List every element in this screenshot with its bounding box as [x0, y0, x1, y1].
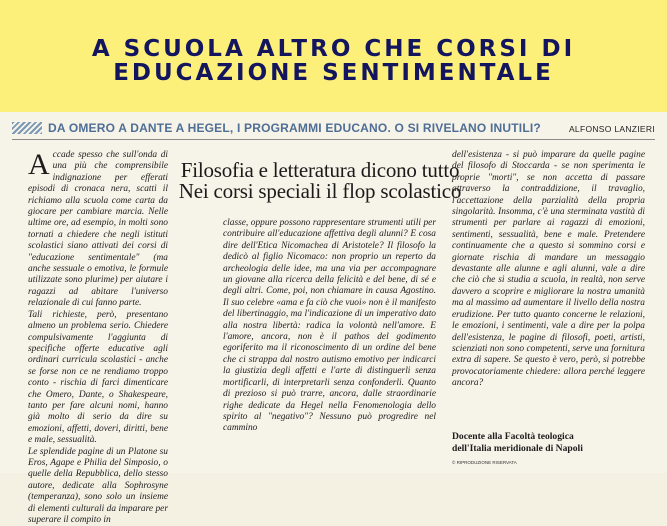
article-kicker: DA OMERO A DANTE A HEGEL, I PROGRAMMI EDUCANO. O SI RIVELANO INUTILI?: [48, 121, 541, 135]
banner-title-line-2: EDUCAZIONE SENTIMENTALE: [113, 60, 554, 86]
article-author: ALFONSO LANZIERI: [568, 124, 655, 134]
drop-cap: A: [28, 148, 50, 181]
title-banner: [0, 0, 667, 112]
author-affiliation: Docente alla Facoltà teologica dell'Italia meridionale di Napoli: [452, 431, 583, 454]
article-headline: [175, 160, 465, 202]
article-column-3: dell'esistenza - si può imparare da quelle pagine del filosofo di Stoccarda - se non sperimenta le proprie "morti", se non accetta di passare attraverso la contraddizione, il travaglio, l'accettazione della parzialità della propria singolarità. Insomma, c'è una sterminata vastità di strumenti per parlare ai ragazzi di emozioni, sentimenti, sessualità, bene e male. Pretendere continuamente che a questo si sommino corsi e giornate rischia di mandare un messaggio devastante alle alunne e agli alunni, vale a dire che ciò che si studia a scuola, in realtà, non serve davvero a scoprire e migliorare la nostra umanità ma al massimo ad aumentare il livello della nostra erudizione. Per tutto quanto concerne le relazioni, le emozioni, i sentimenti, vale a dire per la polpa dell'esistenza, le pagine di filosofi, poeti, artisti, scienziati non sono competenti, serve una fornitura extra di sapere. Se questo è vero, però, si potrebbe provocatoriamente chiedere: allora perché leggere ancora?: [452, 150, 645, 389]
headline-line-1: Filosofia e letteratura dicono tutto: [180, 158, 460, 182]
column-1-text: ccade spesso che sull'onda di una più che comprensibile indignazione per efferati episodi di cronaca nera, scatti il richiamo alla scuola come carta da giocare per cambiare marcia. Nelle ultime ore, ad esempio, in molti sono tornati a chiedere che negli istituti scolastici siano attivati dei corsi di "educazione sentimentale" (ma anche sessuale o emotiva, le formule utilizzate sono plurime) per aiutare i ragazzi ad abitare l'universo relazionale di cui fanno parte. Tali richieste, però, presentano almeno un problema serio. Chiedere compulsivamente l'aggiunta di specifiche offerte educative agli ordinari curricula scolastici - anche se forse non ce ne rendiamo troppo conto - rischia di farci dimenticare che Omero, Dante, o Shakespeare, tanto per fare alcuni nomi, hanno già molto di serio da dire su emozioni, affetti, doveri, diritti, bene e male, sessualità. Le splendide pagine di un Platone su Eros, Agape e Philia del Simposio, o quelle della Repubblica, dello stesso autore, dedicate alla Sophrosyne (temperanza), sono solo un insieme di elementi culturali da imparare per superare il compito in: [28, 150, 168, 525]
newspaper-clipping: [0, 112, 667, 525]
header-rule: [12, 139, 655, 140]
kicker-hatch-mark: [12, 122, 42, 134]
copyright-notice: © RIPRODUZIONE RISERVATA: [452, 460, 517, 465]
article-column-2: classe, oppure possono rappresentare strumenti utili per contribuire all'educazione affettiva degli alunni? E cosa dire dell'Etica Nicomachea di Aristotele? Il filosofo la dedicò al figlio Nicomaco: non proprio un reperto da archeologia delle idee, ma una via per accompagnare un giovane alla ricerca della felicità e del bene, di sé e degli altri. Come, poi, non chiamare in causa Agostino. Il suo celebre «ama e fa ciò che vuoi» non è il manifesto del libertinaggio, ma l'indicazione di un imperativo dato alla nostra libertà: radica la volontà nell'amore. E l'amore, ancora, non è il pathos del godimento egoriferito ma il riconoscimento di un ordine del bene che ci strappa dal nostro autismo emotivo per indicarci la giustizia degli affetti e l'arte di distinguerli senza mortificarli, di interpretarli senza confonderli. Quanto di prezioso si può trarre, ancora, dalle straordinarie righe dedicate da Hegel nella Fenomenologia dello spirito al "negativo"? Nessuno può progredire nel cammino: [223, 218, 436, 434]
headline-line-2: Nei corsi speciali il flop scolastico: [178, 179, 462, 203]
banner-title-line-1: A SCUOLA ALTRO CHE CORSI DI: [91, 36, 576, 62]
article-column-1: [28, 150, 168, 526]
